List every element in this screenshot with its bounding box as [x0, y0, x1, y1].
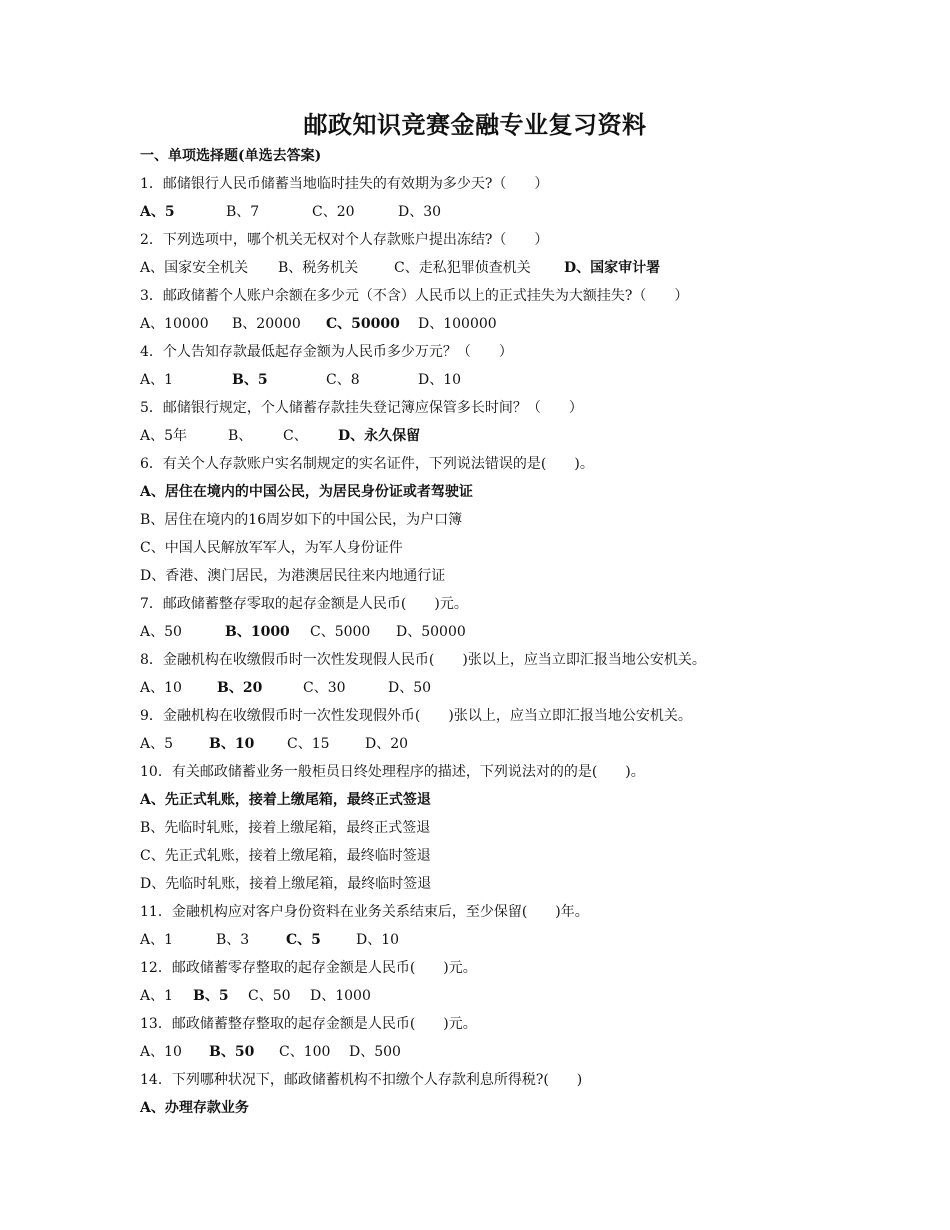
question-13-options: [140, 1042, 860, 1070]
option-d: D、20: [365, 736, 409, 752]
option-b: B、20: [217, 680, 263, 696]
option-c: C、先正式轧账，接着上缴尾箱，最终临时签退: [140, 848, 431, 864]
option-d: D、50000: [396, 624, 466, 640]
document-title: 邮政知识竞赛金融专业复习资料: [303, 110, 647, 139]
question-5-options: [140, 426, 860, 454]
option-a: A、1: [140, 372, 174, 388]
option-d: D、30: [398, 204, 442, 220]
question-12-options: [140, 986, 860, 1014]
option-d: D、10: [356, 932, 400, 948]
option-a: A、50: [140, 624, 182, 640]
option-b: B、50: [209, 1044, 255, 1060]
question-5: 5．邮储银行规定，个人储蓄存款挂失登记簿应保管多长时间？（ ）: [140, 400, 583, 416]
option-d: D、1000: [310, 988, 371, 1004]
question-3: 3．邮政储蓄个人账户余额在多少元（不含）人民币以上的正式挂失为大额挂失?（ ）: [140, 288, 689, 304]
question-10: 10．有关邮政储蓄业务一般柜员日终处理程序的描述，下列说法对的的是( )。: [140, 764, 645, 780]
option-d: D、10: [418, 372, 462, 388]
question-12: 12．邮政储蓄零存整取的起存金额是人民币( )元。: [140, 960, 477, 976]
option-c: C、100: [279, 1044, 331, 1060]
question-2: 2．下列选项中，哪个机关无权对个人存款账户提出冻结?（ ）: [140, 232, 549, 248]
option-b: B、5: [193, 988, 229, 1004]
option-d: D、500: [349, 1044, 401, 1060]
option-c: C、5: [286, 932, 321, 948]
option-c: C、50000: [326, 316, 400, 332]
option-a: A、10000: [140, 316, 209, 332]
option-b: B、居住在境内的16周岁如下的中国公民，为户口簿: [140, 512, 463, 528]
option-c: C、15: [287, 736, 330, 752]
option-b: B、1000: [225, 624, 290, 640]
question-14: 14．下列哪种状况下，邮政储蓄机构不扣缴个人存款利息所得税?( ): [140, 1072, 583, 1088]
question-7: 7．邮政储蓄整存零取的起存金额是人民币( )元。: [140, 596, 468, 612]
option-a: A、国家安全机关: [140, 260, 249, 276]
option-a: A、办理存款业务: [140, 1100, 249, 1116]
question-13: 13．邮政储蓄整存整取的起存金额是人民币( )元。: [140, 1016, 477, 1032]
option-a: A、居住在境内的中国公民，为居民身份证或者驾驶证: [140, 484, 473, 500]
option-c: C、: [283, 428, 308, 444]
question-8: 8．金融机构在收缴假币时一次性发现假人民币( )张以上，应当立即汇报当地公安机关。: [140, 652, 706, 668]
option-b: B、3: [216, 932, 250, 948]
question-4: 4．个人告知存款最低起存金额为人民币多少万元？（ ）: [140, 344, 513, 360]
option-a: A、1: [140, 932, 174, 948]
option-d: D、100000: [418, 316, 497, 332]
option-c: C、50: [248, 988, 291, 1004]
option-c: C、8: [326, 372, 360, 388]
option-b: B、7: [226, 204, 260, 220]
question-2-options: [140, 258, 860, 286]
option-a: A、先正式轧账，接着上缴尾箱，最终正式签退: [140, 792, 431, 808]
question-3-options: [140, 314, 860, 342]
option-d: D、永久保留: [338, 428, 421, 444]
question-7-options: [140, 622, 860, 650]
question-6: 6．有关个人存款账户实名制规定的实名证件，下列说法错误的是( )。: [140, 456, 594, 472]
question-4-options: [140, 370, 860, 398]
option-b: B、: [228, 428, 253, 444]
option-b: B、先临时轧账，接着上缴尾箱，最终正式签退: [140, 820, 431, 836]
document-body: [140, 146, 860, 1126]
option-a: A、1: [140, 988, 174, 1004]
option-a: A、10: [140, 1044, 182, 1060]
question-11: 11．金融机构应对客户身份资料在业务关系结束后，至少保留( )年。: [140, 904, 589, 920]
option-a: A、10: [140, 680, 182, 696]
option-c: C、30: [303, 680, 346, 696]
option-b: B、10: [209, 736, 255, 752]
question-1-options: [140, 202, 860, 230]
question-11-options: [140, 930, 860, 958]
question-8-options: [140, 678, 860, 706]
option-a: A、5年: [140, 428, 188, 444]
question-1: 1．邮储银行人民币储蓄当地临时挂失的有效期为多少天?（ ）: [140, 176, 549, 192]
option-d: D、50: [388, 680, 432, 696]
option-b: B、20000: [232, 316, 301, 332]
option-a: A、5: [140, 204, 175, 220]
question-9: 9．金融机构在收缴假币时一次性发现假外币( )张以上，应当立即汇报当地公安机关。: [140, 708, 692, 724]
option-c: C、20: [312, 204, 355, 220]
section-heading: 一、单项选择题(单选去答案): [140, 148, 322, 164]
option-c: C、5000: [310, 624, 371, 640]
question-9-options: [140, 734, 860, 762]
option-c: C、中国人民解放军军人，为军人身份证件: [140, 540, 403, 556]
option-b: B、5: [232, 372, 268, 388]
option-d: D、香港、澳门居民，为港澳居民往来内地通行证: [140, 568, 446, 584]
option-b: B、税务机关: [278, 260, 359, 276]
option-c: C、走私犯罪侦查机关: [394, 260, 531, 276]
option-d: D、先临时轧账，接着上缴尾箱，最终临时签退: [140, 876, 432, 892]
option-d: D、国家审计署: [564, 260, 661, 276]
option-a: A、5: [140, 736, 174, 752]
